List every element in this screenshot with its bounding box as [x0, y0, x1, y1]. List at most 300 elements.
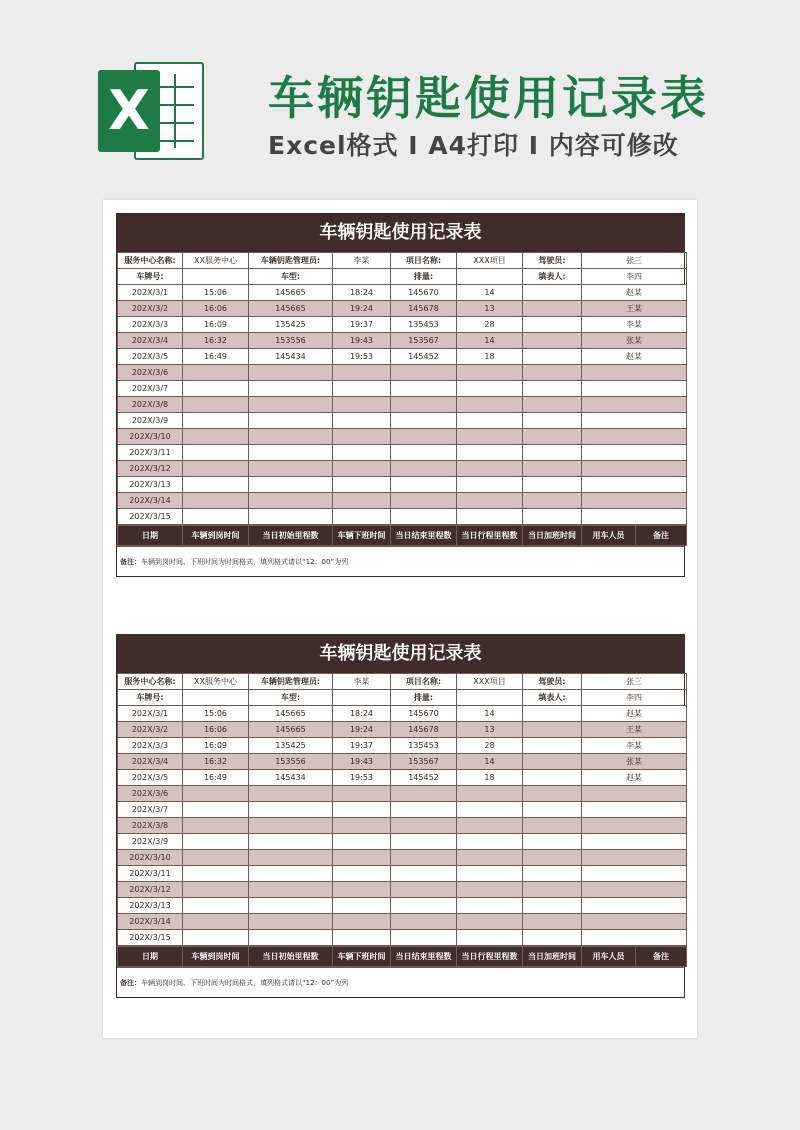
- trip-mileage-cell[interactable]: [457, 850, 523, 866]
- date-cell[interactable]: 202X/3/2: [118, 722, 183, 738]
- user-cell[interactable]: 赵某: [582, 285, 687, 301]
- arrival-time-cell[interactable]: 16:32: [183, 333, 249, 349]
- overtime-cell[interactable]: [523, 706, 582, 722]
- end-mileage-cell[interactable]: 145678: [391, 301, 457, 317]
- off-time-cell[interactable]: [333, 477, 391, 493]
- trip-mileage-cell[interactable]: [457, 930, 523, 946]
- arrival-time-cell[interactable]: [183, 445, 249, 461]
- off-time-cell[interactable]: [333, 930, 391, 946]
- off-time-cell[interactable]: [333, 914, 391, 930]
- trip-mileage-cell[interactable]: 14: [457, 754, 523, 770]
- trip-mileage-cell[interactable]: 14: [457, 333, 523, 349]
- user-cell[interactable]: [582, 914, 687, 930]
- overtime-cell[interactable]: [523, 802, 582, 818]
- trip-mileage-cell[interactable]: [457, 866, 523, 882]
- arrival-time-cell[interactable]: [183, 381, 249, 397]
- overtime-cell[interactable]: [523, 349, 582, 365]
- user-cell[interactable]: [582, 429, 687, 445]
- overtime-cell[interactable]: [523, 493, 582, 509]
- table-row: [118, 429, 687, 445]
- table-row: [118, 706, 687, 722]
- start-mileage-cell[interactable]: [249, 429, 333, 445]
- overtime-cell[interactable]: [523, 850, 582, 866]
- overtime-cell[interactable]: [523, 866, 582, 882]
- start-mileage-cell[interactable]: [249, 365, 333, 381]
- user-cell[interactable]: [582, 381, 687, 397]
- plate-label: 车牌号:: [118, 269, 183, 285]
- off-time-cell[interactable]: [333, 413, 391, 429]
- table-row: [118, 850, 687, 866]
- arrival-time-cell[interactable]: [183, 818, 249, 834]
- trip-mileage-cell[interactable]: [457, 818, 523, 834]
- overtime-cell[interactable]: [523, 754, 582, 770]
- trip-mileage-cell[interactable]: [457, 381, 523, 397]
- displacement-value[interactable]: [457, 269, 523, 285]
- service-center-value[interactable]: XX服务中心: [183, 253, 249, 269]
- date-cell[interactable]: 202X/3/2: [118, 301, 183, 317]
- overtime-cell[interactable]: [523, 722, 582, 738]
- date-cell[interactable]: 202X/3/1: [118, 285, 183, 301]
- trip-mileage-cell[interactable]: [457, 802, 523, 818]
- column-header: 备注: [636, 947, 687, 967]
- date-cell[interactable]: 202X/3/13: [118, 898, 183, 914]
- start-mileage-cell[interactable]: [249, 882, 333, 898]
- end-mileage-cell[interactable]: [391, 381, 457, 397]
- off-time-cell[interactable]: [333, 365, 391, 381]
- column-header: 备注: [636, 526, 687, 546]
- off-time-cell[interactable]: 19:24: [333, 722, 391, 738]
- off-time-cell[interactable]: 18:24: [333, 706, 391, 722]
- trip-mileage-cell[interactable]: [457, 493, 523, 509]
- off-time-cell[interactable]: 19:53: [333, 349, 391, 365]
- arrival-time-cell[interactable]: 16:06: [183, 301, 249, 317]
- column-header: 用车人员: [582, 526, 636, 546]
- start-mileage-cell[interactable]: 145434: [249, 349, 333, 365]
- column-header: 日期: [118, 947, 183, 967]
- start-mileage-cell[interactable]: [249, 818, 333, 834]
- end-mileage-cell[interactable]: [391, 882, 457, 898]
- user-cell[interactable]: [582, 786, 687, 802]
- end-mileage-cell[interactable]: [391, 850, 457, 866]
- end-mileage-cell[interactable]: [391, 786, 457, 802]
- arrival-time-cell[interactable]: [183, 834, 249, 850]
- end-mileage-cell[interactable]: 153567: [391, 754, 457, 770]
- trip-mileage-cell[interactable]: 13: [457, 722, 523, 738]
- off-time-cell[interactable]: [333, 397, 391, 413]
- excel-logo-icon: [98, 62, 206, 160]
- trip-mileage-cell[interactable]: [457, 882, 523, 898]
- off-time-cell[interactable]: [333, 493, 391, 509]
- user-cell[interactable]: [582, 445, 687, 461]
- trip-mileage-cell[interactable]: [457, 365, 523, 381]
- table-row: [118, 898, 687, 914]
- model-value[interactable]: [333, 269, 391, 285]
- arrival-time-cell[interactable]: 16:49: [183, 770, 249, 786]
- date-cell[interactable]: 202X/3/14: [118, 914, 183, 930]
- date-cell[interactable]: 202X/3/3: [118, 738, 183, 754]
- filler-label: 填表人:: [523, 269, 582, 285]
- start-mileage-cell[interactable]: [249, 834, 333, 850]
- off-time-cell[interactable]: 19:37: [333, 317, 391, 333]
- overtime-cell[interactable]: [523, 413, 582, 429]
- trip-mileage-cell[interactable]: 28: [457, 738, 523, 754]
- overtime-cell[interactable]: [523, 381, 582, 397]
- table-row: [118, 397, 687, 413]
- arrival-time-cell[interactable]: [183, 914, 249, 930]
- overtime-cell[interactable]: [523, 317, 582, 333]
- off-time-cell[interactable]: [333, 381, 391, 397]
- key-manager-value[interactable]: 李某: [333, 253, 391, 269]
- table-row: [118, 477, 687, 493]
- user-cell[interactable]: 赵某: [582, 349, 687, 365]
- column-header: 当日加班时间: [523, 526, 582, 546]
- key-manager-value[interactable]: 李某: [333, 674, 391, 690]
- start-mileage-cell[interactable]: [249, 898, 333, 914]
- note-label: 备注：: [120, 979, 141, 987]
- arrival-time-cell[interactable]: [183, 493, 249, 509]
- note-text: 车辆到岗时间、下班时间为时间格式，填列格式请以“12：00”为列: [141, 558, 349, 566]
- date-cell[interactable]: 202X/3/7: [118, 802, 183, 818]
- trip-mileage-cell[interactable]: 18: [457, 770, 523, 786]
- start-mileage-cell[interactable]: 135425: [249, 738, 333, 754]
- end-mileage-cell[interactable]: 145670: [391, 706, 457, 722]
- column-header: 日期: [118, 526, 183, 546]
- off-time-cell[interactable]: [333, 818, 391, 834]
- end-mileage-cell[interactable]: [391, 477, 457, 493]
- off-time-cell[interactable]: 19:53: [333, 770, 391, 786]
- end-mileage-cell[interactable]: [391, 397, 457, 413]
- trip-mileage-cell[interactable]: [457, 429, 523, 445]
- trip-mileage-cell[interactable]: [457, 413, 523, 429]
- date-cell[interactable]: 202X/3/10: [118, 429, 183, 445]
- off-time-cell[interactable]: [333, 445, 391, 461]
- project-value[interactable]: XXX项目: [457, 674, 523, 690]
- date-cell[interactable]: 202X/3/14: [118, 493, 183, 509]
- column-header: 车辆到岗时间: [183, 947, 249, 967]
- end-mileage-cell[interactable]: [391, 461, 457, 477]
- logo-letter: X: [98, 70, 160, 152]
- off-time-cell[interactable]: [333, 429, 391, 445]
- end-mileage-cell[interactable]: [391, 914, 457, 930]
- user-cell[interactable]: 李某: [582, 317, 687, 333]
- table-row: [118, 285, 687, 301]
- start-mileage-cell[interactable]: 135425: [249, 317, 333, 333]
- overtime-cell[interactable]: [523, 834, 582, 850]
- start-mileage-cell[interactable]: [249, 493, 333, 509]
- overtime-cell[interactable]: [523, 882, 582, 898]
- overtime-cell[interactable]: [523, 397, 582, 413]
- start-mileage-cell[interactable]: 153556: [249, 754, 333, 770]
- overtime-cell[interactable]: [523, 770, 582, 786]
- end-mileage-cell[interactable]: [391, 493, 457, 509]
- user-cell[interactable]: [582, 461, 687, 477]
- start-mileage-cell[interactable]: [249, 461, 333, 477]
- off-time-cell[interactable]: [333, 461, 391, 477]
- date-cell[interactable]: 202X/3/8: [118, 397, 183, 413]
- filler-value[interactable]: 李四: [582, 690, 687, 706]
- end-mileage-cell[interactable]: 145452: [391, 770, 457, 786]
- arrival-time-cell[interactable]: [183, 477, 249, 493]
- overtime-cell[interactable]: [523, 477, 582, 493]
- date-cell[interactable]: 202X/3/12: [118, 882, 183, 898]
- off-time-cell[interactable]: [333, 898, 391, 914]
- filler-label: 填表人:: [523, 690, 582, 706]
- sheet-title: 车辆钥匙使用记录表: [117, 635, 684, 673]
- end-mileage-cell[interactable]: [391, 834, 457, 850]
- end-mileage-cell[interactable]: [391, 930, 457, 946]
- end-mileage-cell[interactable]: [391, 445, 457, 461]
- user-cell[interactable]: 张某: [582, 754, 687, 770]
- arrival-time-cell[interactable]: 16:09: [183, 317, 249, 333]
- arrival-time-cell[interactable]: 15:06: [183, 285, 249, 301]
- off-time-cell[interactable]: [333, 786, 391, 802]
- user-cell[interactable]: [582, 413, 687, 429]
- date-cell[interactable]: 202X/3/15: [118, 930, 183, 946]
- date-cell[interactable]: 202X/3/6: [118, 365, 183, 381]
- date-cell[interactable]: 202X/3/4: [118, 754, 183, 770]
- user-cell[interactable]: 赵某: [582, 770, 687, 786]
- arrival-time-cell[interactable]: [183, 786, 249, 802]
- date-cell[interactable]: 202X/3/9: [118, 834, 183, 850]
- trip-mileage-cell[interactable]: 13: [457, 301, 523, 317]
- arrival-time-cell[interactable]: [183, 930, 249, 946]
- log-table: [117, 946, 687, 967]
- trip-mileage-cell[interactable]: [457, 914, 523, 930]
- start-mileage-cell[interactable]: 145665: [249, 706, 333, 722]
- arrival-time-cell[interactable]: [183, 429, 249, 445]
- overtime-cell[interactable]: [523, 818, 582, 834]
- date-cell[interactable]: 202X/3/9: [118, 413, 183, 429]
- end-mileage-cell[interactable]: 145452: [391, 349, 457, 365]
- trip-mileage-cell[interactable]: 14: [457, 285, 523, 301]
- driver-value[interactable]: 张三: [582, 674, 687, 690]
- note-text: 车辆到岗时间、下班时间为时间格式，填列格式请以“12：00”为列: [141, 979, 349, 987]
- arrival-time-cell[interactable]: 16:32: [183, 754, 249, 770]
- arrival-time-cell[interactable]: [183, 461, 249, 477]
- arrival-time-cell[interactable]: 15:06: [183, 706, 249, 722]
- trip-mileage-cell[interactable]: [457, 477, 523, 493]
- start-mileage-cell[interactable]: [249, 866, 333, 882]
- displacement-label: 排量:: [391, 690, 457, 706]
- off-time-cell[interactable]: [333, 866, 391, 882]
- trip-mileage-cell[interactable]: 28: [457, 317, 523, 333]
- off-time-cell[interactable]: [333, 834, 391, 850]
- trip-mileage-cell[interactable]: 14: [457, 706, 523, 722]
- start-mileage-cell[interactable]: 145665: [249, 285, 333, 301]
- off-time-cell[interactable]: 19:24: [333, 301, 391, 317]
- overtime-cell[interactable]: [523, 429, 582, 445]
- date-cell[interactable]: 202X/3/7: [118, 381, 183, 397]
- trip-mileage-cell[interactable]: [457, 397, 523, 413]
- off-time-cell[interactable]: 18:24: [333, 285, 391, 301]
- off-time-cell[interactable]: [333, 509, 391, 525]
- project-label: 项目名称:: [391, 674, 457, 690]
- date-cell[interactable]: 202X/3/13: [118, 477, 183, 493]
- trip-mileage-cell[interactable]: [457, 786, 523, 802]
- trip-mileage-cell[interactable]: [457, 509, 523, 525]
- end-mileage-cell[interactable]: [391, 509, 457, 525]
- off-time-cell[interactable]: 19:37: [333, 738, 391, 754]
- overtime-cell[interactable]: [523, 365, 582, 381]
- overtime-cell[interactable]: [523, 285, 582, 301]
- displacement-label: 排量:: [391, 269, 457, 285]
- off-time-cell[interactable]: [333, 802, 391, 818]
- arrival-time-cell[interactable]: 16:49: [183, 349, 249, 365]
- trip-mileage-cell[interactable]: [457, 898, 523, 914]
- end-mileage-cell[interactable]: [391, 866, 457, 882]
- start-mileage-cell[interactable]: [249, 445, 333, 461]
- user-cell[interactable]: [582, 866, 687, 882]
- user-cell[interactable]: [582, 850, 687, 866]
- table-row: [118, 914, 687, 930]
- arrival-time-cell[interactable]: 16:09: [183, 738, 249, 754]
- start-mileage-cell[interactable]: [249, 914, 333, 930]
- arrival-time-cell[interactable]: [183, 413, 249, 429]
- user-cell[interactable]: [582, 397, 687, 413]
- start-mileage-cell[interactable]: 153556: [249, 333, 333, 349]
- column-header: 当日结束里程数: [391, 526, 457, 546]
- off-time-cell[interactable]: [333, 882, 391, 898]
- table-row: [118, 754, 687, 770]
- start-mileage-cell[interactable]: [249, 786, 333, 802]
- trip-mileage-cell[interactable]: 18: [457, 349, 523, 365]
- date-cell[interactable]: 202X/3/6: [118, 786, 183, 802]
- end-mileage-cell[interactable]: [391, 429, 457, 445]
- column-header: 车辆到岗时间: [183, 526, 249, 546]
- arrival-time-cell[interactable]: [183, 397, 249, 413]
- displacement-value[interactable]: [457, 690, 523, 706]
- arrival-time-cell[interactable]: [183, 365, 249, 381]
- user-cell[interactable]: [582, 898, 687, 914]
- start-mileage-cell[interactable]: [249, 381, 333, 397]
- table-row: [118, 317, 687, 333]
- date-cell[interactable]: 202X/3/8: [118, 818, 183, 834]
- off-time-cell[interactable]: 19:43: [333, 754, 391, 770]
- date-cell[interactable]: 202X/3/15: [118, 509, 183, 525]
- start-mileage-cell[interactable]: [249, 509, 333, 525]
- user-cell[interactable]: 李某: [582, 738, 687, 754]
- user-cell[interactable]: 张某: [582, 333, 687, 349]
- user-cell[interactable]: [582, 930, 687, 946]
- overtime-cell[interactable]: [523, 333, 582, 349]
- table-row: [118, 882, 687, 898]
- user-cell[interactable]: [582, 834, 687, 850]
- arrival-time-cell[interactable]: 16:06: [183, 722, 249, 738]
- trip-mileage-cell[interactable]: [457, 834, 523, 850]
- table-row: [118, 834, 687, 850]
- end-mileage-cell[interactable]: 135453: [391, 738, 457, 754]
- date-cell[interactable]: 202X/3/5: [118, 770, 183, 786]
- log-table: [117, 525, 687, 546]
- start-mileage-cell[interactable]: 145434: [249, 770, 333, 786]
- date-cell[interactable]: 202X/3/11: [118, 445, 183, 461]
- date-cell[interactable]: 202X/3/3: [118, 317, 183, 333]
- overtime-cell[interactable]: [523, 301, 582, 317]
- column-header: 当日结束里程数: [391, 947, 457, 967]
- end-mileage-cell[interactable]: 145678: [391, 722, 457, 738]
- user-cell[interactable]: [582, 802, 687, 818]
- model-value[interactable]: [333, 690, 391, 706]
- user-cell[interactable]: [582, 509, 687, 525]
- overtime-cell[interactable]: [523, 461, 582, 477]
- plate-value[interactable]: [183, 269, 249, 285]
- arrival-time-cell[interactable]: [183, 850, 249, 866]
- trip-mileage-cell[interactable]: [457, 461, 523, 477]
- start-mileage-cell[interactable]: [249, 802, 333, 818]
- user-cell[interactable]: 王某: [582, 722, 687, 738]
- filler-value[interactable]: 李四: [582, 269, 687, 285]
- start-mileage-cell[interactable]: [249, 930, 333, 946]
- end-mileage-cell[interactable]: [391, 413, 457, 429]
- project-value[interactable]: XXX项目: [457, 253, 523, 269]
- user-cell[interactable]: [582, 493, 687, 509]
- user-cell[interactable]: [582, 882, 687, 898]
- arrival-time-cell[interactable]: [183, 866, 249, 882]
- table-row: [118, 770, 687, 786]
- service-center-value[interactable]: XX服务中心: [183, 674, 249, 690]
- start-mileage-cell[interactable]: 145665: [249, 722, 333, 738]
- user-cell[interactable]: 王某: [582, 301, 687, 317]
- overtime-cell[interactable]: [523, 930, 582, 946]
- arrival-time-cell[interactable]: [183, 882, 249, 898]
- end-mileage-cell[interactable]: [391, 818, 457, 834]
- arrival-time-cell[interactable]: [183, 509, 249, 525]
- overtime-cell[interactable]: [523, 445, 582, 461]
- table-row: [118, 381, 687, 397]
- overtime-cell[interactable]: [523, 509, 582, 525]
- end-mileage-cell[interactable]: 153567: [391, 333, 457, 349]
- date-cell[interactable]: 202X/3/1: [118, 706, 183, 722]
- overtime-cell[interactable]: [523, 898, 582, 914]
- end-mileage-cell[interactable]: 135453: [391, 317, 457, 333]
- user-cell[interactable]: [582, 365, 687, 381]
- table-row: [118, 413, 687, 429]
- arrival-time-cell[interactable]: [183, 802, 249, 818]
- user-cell[interactable]: [582, 818, 687, 834]
- overtime-cell[interactable]: [523, 914, 582, 930]
- date-cell[interactable]: 202X/3/11: [118, 866, 183, 882]
- date-cell[interactable]: 202X/3/5: [118, 349, 183, 365]
- date-cell[interactable]: 202X/3/12: [118, 461, 183, 477]
- end-mileage-cell[interactable]: 145670: [391, 285, 457, 301]
- end-mileage-cell[interactable]: [391, 802, 457, 818]
- start-mileage-cell[interactable]: [249, 477, 333, 493]
- user-cell[interactable]: 赵某: [582, 706, 687, 722]
- off-time-cell[interactable]: [333, 850, 391, 866]
- date-cell[interactable]: 202X/3/10: [118, 850, 183, 866]
- end-mileage-cell[interactable]: [391, 898, 457, 914]
- date-cell[interactable]: 202X/3/4: [118, 333, 183, 349]
- start-mileage-cell[interactable]: 145665: [249, 301, 333, 317]
- overtime-cell[interactable]: [523, 738, 582, 754]
- off-time-cell[interactable]: 19:43: [333, 333, 391, 349]
- arrival-time-cell[interactable]: [183, 898, 249, 914]
- trip-mileage-cell[interactable]: [457, 445, 523, 461]
- start-mileage-cell[interactable]: [249, 413, 333, 429]
- plate-value[interactable]: [183, 690, 249, 706]
- driver-value[interactable]: 张三: [582, 253, 687, 269]
- overtime-cell[interactable]: [523, 786, 582, 802]
- table-row: [118, 493, 687, 509]
- table-row: [118, 866, 687, 882]
- column-header: 当日初始里程数: [249, 947, 333, 967]
- service-center-label: 服务中心名称:: [118, 253, 183, 269]
- user-cell[interactable]: [582, 477, 687, 493]
- end-mileage-cell[interactable]: [391, 365, 457, 381]
- start-mileage-cell[interactable]: [249, 397, 333, 413]
- info-table: [117, 252, 687, 525]
- start-mileage-cell[interactable]: [249, 850, 333, 866]
